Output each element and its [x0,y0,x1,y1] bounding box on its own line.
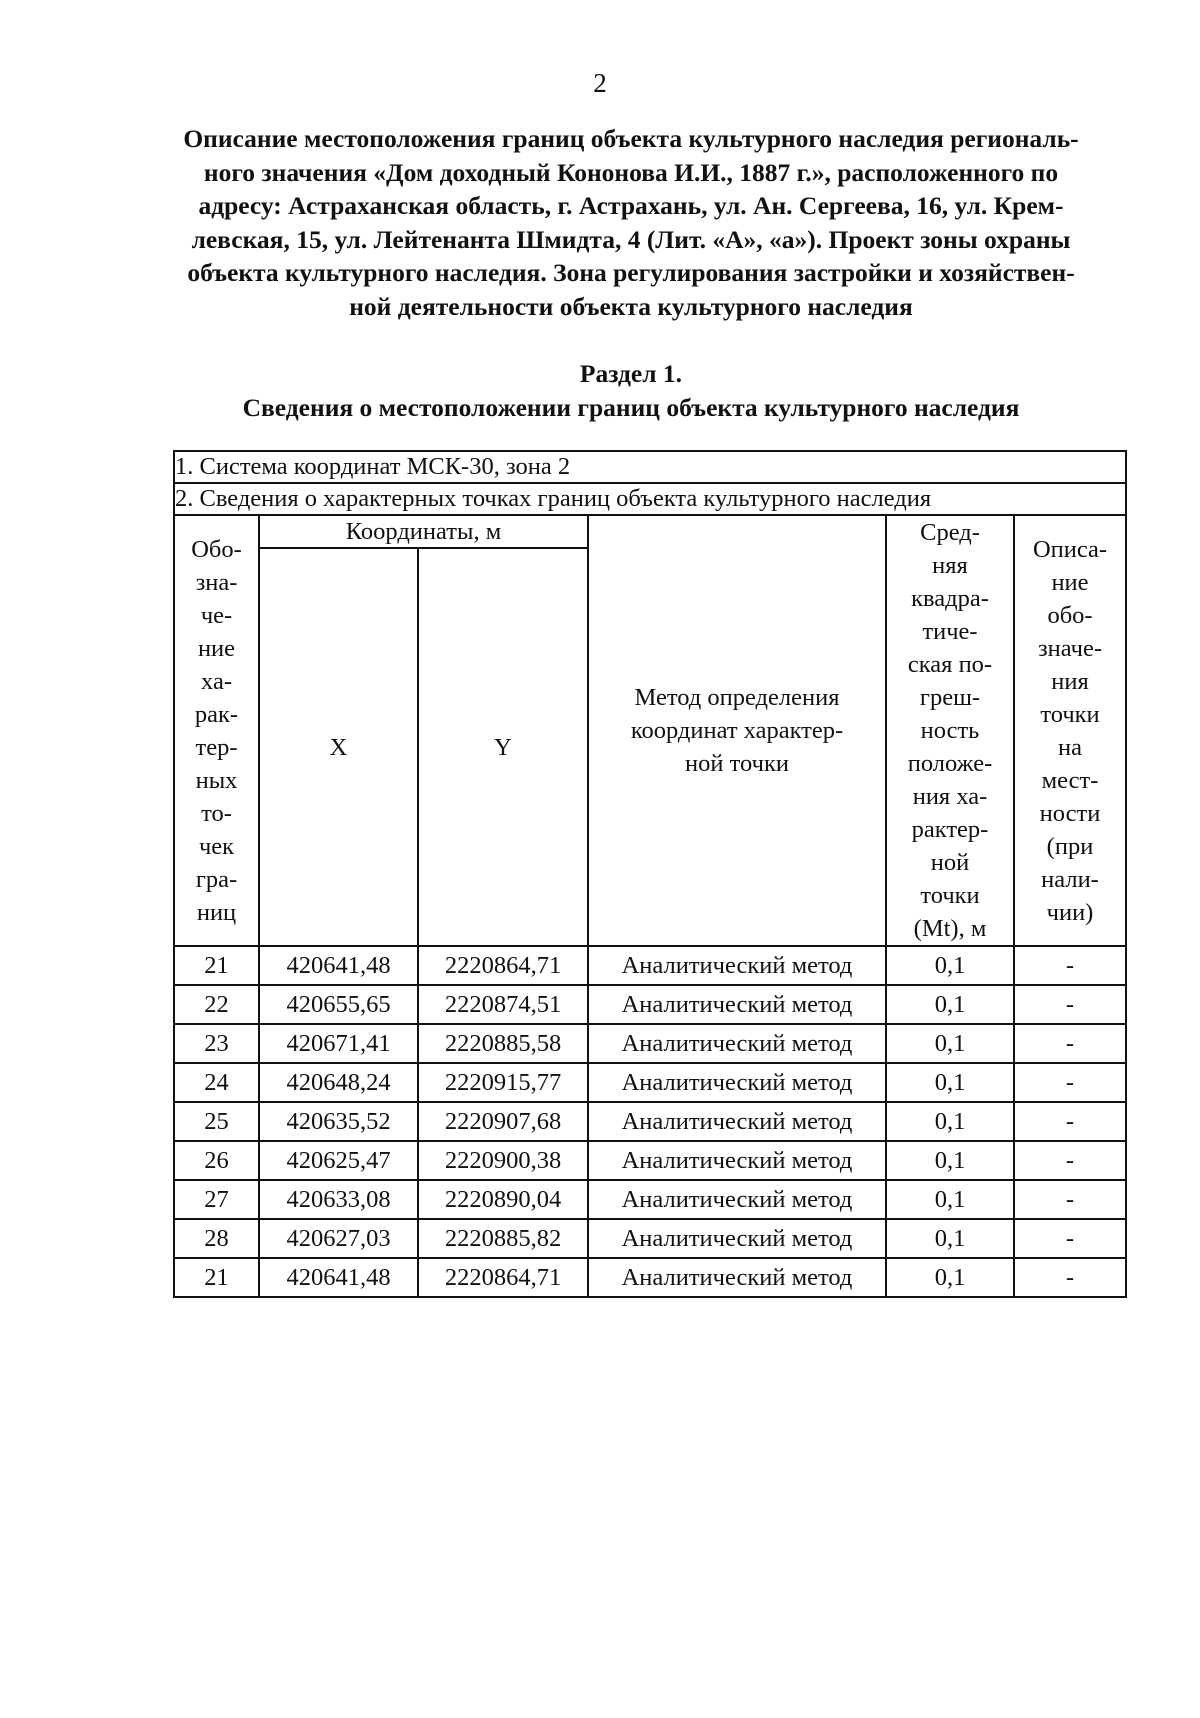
x-cell: 420655,65 [259,985,418,1024]
error-cell: 0,1 [886,1024,1014,1063]
y-cell: 2220915,77 [418,1063,588,1102]
header-method: Метод определения координат характер- ной точки [588,515,886,946]
title-line: адресу: Астраханская область, г. Астрахань, ул. Ан. Сергеева, 16, ул. Крем- [198,191,1064,220]
section-subtitle: Сведения о местоположении границ объекта культурного наследия [242,393,1020,422]
points-info-row [174,483,1126,515]
error-cell: 0,1 [886,1063,1014,1102]
method-cell: Аналитический метод [588,946,886,985]
description-cell: - [1014,1102,1126,1141]
table-row [174,946,1126,985]
table-row [174,1063,1126,1102]
point-cell: 21 [174,1258,259,1297]
y-cell: 2220900,38 [418,1141,588,1180]
x-cell: 420627,03 [259,1219,418,1258]
section-title: Раздел 1. [579,359,683,388]
method-cell: Аналитический метод [588,985,886,1024]
point-cell: 21 [174,946,259,985]
document-title [172,122,1090,323]
error-cell: 0,1 [886,946,1014,985]
x-cell: 420641,48 [259,1258,418,1297]
x-cell: 420671,41 [259,1024,418,1063]
y-cell: 2220885,82 [418,1219,588,1258]
description-cell: - [1014,1258,1126,1297]
x-cell: 420648,24 [259,1063,418,1102]
description-cell: - [1014,1063,1126,1102]
error-cell: 0,1 [886,1141,1014,1180]
y-cell: 2220864,71 [418,946,588,985]
method-cell: Аналитический метод [588,1219,886,1258]
x-cell: 420635,52 [259,1102,418,1141]
y-cell: 2220890,04 [418,1180,588,1219]
description-cell: - [1014,946,1126,985]
table-row [174,1024,1126,1063]
error-cell: 0,1 [886,985,1014,1024]
point-cell: 26 [174,1141,259,1180]
description-cell: - [1014,1141,1126,1180]
error-cell: 0,1 [886,1180,1014,1219]
coordinate-system-cell: 1. Система координат МСК-30, зона 2 [174,451,1126,483]
y-cell: 2220864,71 [418,1258,588,1297]
boundary-points-table [173,450,1127,1298]
error-cell: 0,1 [886,1102,1014,1141]
title-line: объекта культурного наследия. Зона регулирования застройки и хозяйствен- [187,258,1075,287]
point-cell: 28 [174,1219,259,1258]
table-row [174,1141,1126,1180]
point-cell: 24 [174,1063,259,1102]
x-cell: 420625,47 [259,1141,418,1180]
table-row [174,1258,1126,1297]
x-cell: 420641,48 [259,946,418,985]
y-cell: 2220907,68 [418,1102,588,1141]
point-cell: 23 [174,1024,259,1063]
error-cell: 0,1 [886,1219,1014,1258]
points-info-cell: 2. Сведения о характерных точках границ объекта культурного наследия [174,483,1126,515]
table-row [174,1102,1126,1141]
method-cell: Аналитический метод [588,1102,886,1141]
header-y: Y [418,548,588,946]
header-row [174,515,1126,548]
point-cell: 27 [174,1180,259,1219]
method-cell: Аналитический метод [588,1180,886,1219]
header-x: X [259,548,418,946]
method-cell: Аналитический метод [588,1258,886,1297]
point-cell: 22 [174,985,259,1024]
method-cell: Аналитический метод [588,1141,886,1180]
header-error: Сред- няя квадра- тиче- ская по- греш- ность положе- ния ха- рактер- ной точки (Mt), м [886,515,1014,946]
page-number: 2 [593,68,607,98]
y-cell: 2220885,58 [418,1024,588,1063]
x-cell: 420633,08 [259,1180,418,1219]
description-cell: - [1014,1180,1126,1219]
y-cell: 2220874,51 [418,985,588,1024]
header-description: Описа- ние обо- значе- ния точки на мест- ности (при нали- чии) [1014,515,1126,946]
header-designation: Обо- зна- че- ние ха- рак- тер- ных то- чек гра- ниц [174,515,259,946]
title-line: левская, 15, ул. Лейтенанта Шмидта, 4 (Лит. «А», «а»). Проект зоны охраны [191,224,1071,254]
header-coordinates: Координаты, м [259,515,588,548]
method-cell: Аналитический метод [588,1024,886,1063]
title-line: ного значения «Дом доходный Кононова И.И., 1887 г.», расположенного по [203,157,1059,187]
point-cell: 25 [174,1102,259,1141]
error-cell: 0,1 [886,1258,1014,1297]
description-cell: - [1014,985,1126,1024]
table-row [174,1180,1126,1219]
description-cell: - [1014,1024,1126,1063]
table-row [174,985,1126,1024]
title-line: ной деятельности объекта культурного наследия [349,291,913,321]
method-cell: Аналитический метод [588,1063,886,1102]
description-cell: - [1014,1219,1126,1258]
title-line: Описание местоположения границ объекта культурного наследия региональ- [183,124,1079,153]
table-row [174,1219,1126,1258]
coordinate-system-row [174,451,1126,483]
